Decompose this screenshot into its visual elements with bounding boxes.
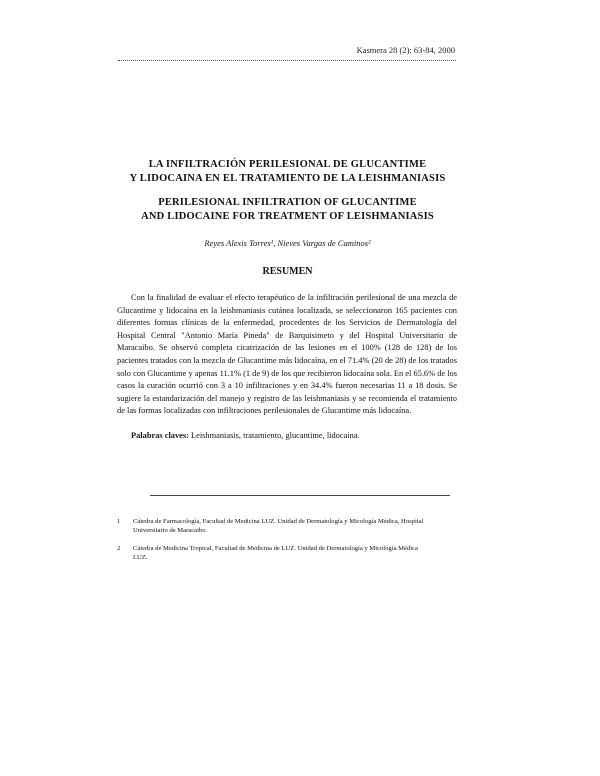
abstract-heading: RESUMEN (262, 266, 313, 277)
footnote-rule (150, 495, 450, 496)
journal-reference: Kasmera 28 (2): 63-84, 2000 (356, 45, 455, 55)
footnote-2-mark: 2 (117, 545, 121, 552)
keywords-values: Leishmaniasis, tratamiento, glucantime, lidocaina. (191, 431, 360, 440)
keywords (117, 431, 457, 440)
abstract-body: Con la finalidad de evaluar el efecto terapéutico de la infiltración perilesional de una mezcla de Glucantime y lidocaína en la leishmaniasis cutánea localizada, se seleccionaron 165 pacientes con diferentes formas clínicas de la enfermedad, procedentes de los Servicios de Dermatología del Hospital Central "Antonio María Pineda" de Barquisimeto y del Hospital Universitario de Maracaibo. Se observó completa cicatrización de las lesiones en el 100% (128 de 128) de los pacientes tratados con la mezcla de Glucantime más lidocaína, en el 71.4% (20 de 28) de los tratados solo con Glucantime y apenas 11.1% (1 de 9) de los que recibieron lidocaína sola. En el 65.6% de los casos la curación ocurrió con 3 a 10 infiltraciones y en 34.4% fueron necesarias 11 a 18 dosis. Se sugiere la estandarización del manejo y registro de las leishmaniasis y se recomienda el tratamiento de las formas localizadas con infiltraciones perilesionales de Glucantime más lidocaína. (117, 293, 457, 416)
keywords-label: Palabras claves: (131, 431, 189, 440)
english-title-line-2: AND LIDOCAINE FOR TREATMENT OF LEISHMANIASIS (141, 211, 434, 222)
footnote-1-line-2: Universitario de Maracaibo. (133, 527, 208, 534)
spanish-title-line-2: Y LIDOCAINA EN EL TRATAMIENTO DE LA LEISHMANIASIS (129, 173, 446, 184)
english-title (110, 196, 465, 224)
header-rule (118, 60, 456, 61)
footnote-1 (117, 517, 462, 535)
footnote-2 (117, 544, 462, 562)
footnote-1-mark: 1 (117, 518, 121, 525)
english-title-line-1: PERILESIONAL INFILTRATION OF GLUCANTIME (158, 197, 417, 208)
spanish-title (110, 158, 465, 186)
author-list: Reyes Alexis Torres¹, Nieves Vargas de Caminos² (204, 238, 371, 248)
footnote-1-line-1: Cátedra de Farmacología, Facultad de Medicina LUZ. Unidad de Dermatología y Micología Médica, Hospital (133, 518, 424, 525)
footnote-2-line-2: LUZ. (133, 554, 148, 561)
spanish-title-line-1: LA INFILTRACIÓN PERILESIONAL DE GLUCANTIME (148, 159, 427, 170)
footnote-2-line-1: Cátedra de Medicina Tropical, Facultad de Medicina de LUZ. Unidad de Dermatología y Micología Médica (133, 545, 418, 552)
